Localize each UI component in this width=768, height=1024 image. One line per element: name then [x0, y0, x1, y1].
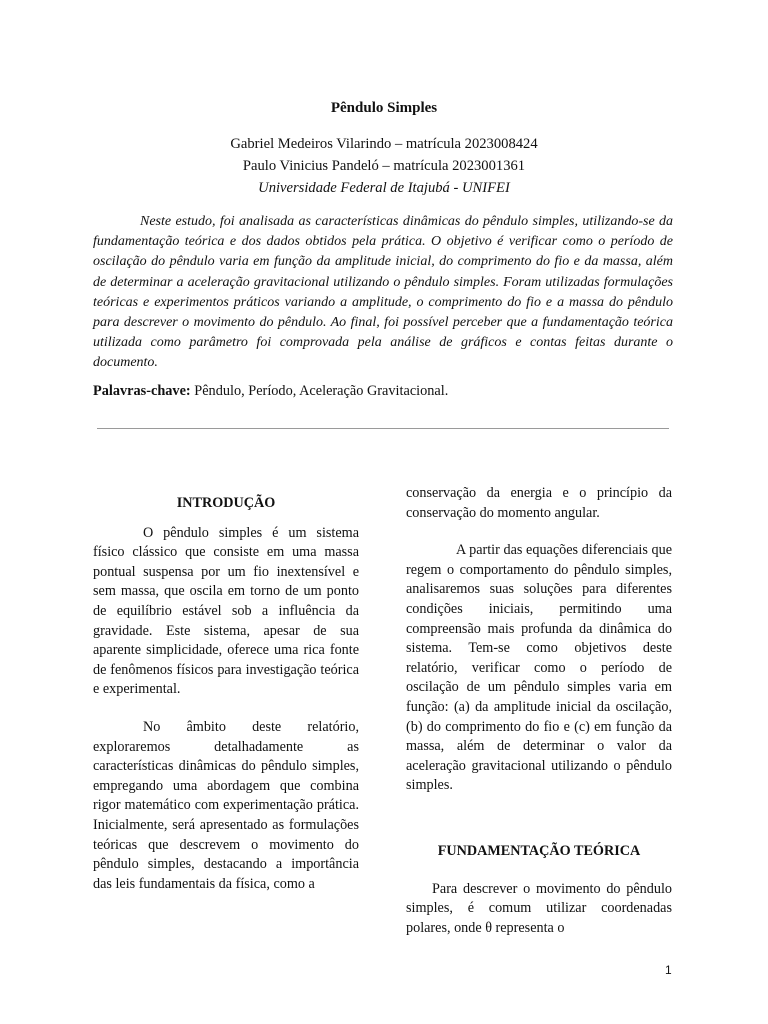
- affiliation: Universidade Federal de Itajubá - UNIFEI: [258, 180, 510, 196]
- page-number: 1: [665, 963, 672, 977]
- abstract-text: Neste estudo, foi analisada as características dinâmicas do pêndulo simples, utilizando-se da fundamentação teórica e dos dados obtidos pela prática. O objetivo é verificar como o período de oscilação do pêndulo varia em função da amplitude inicial, do comprimento do fio e da massa, além de determinar a aceleração gravitacional utilizando o pêndulo simples. Foram utilizadas formulações teóricas e experimentos práticos variando a amplitude, o comprimento do fio e a massa do pêndulo para descrever o movimento do pêndulo. Ao final, foi possível perceber que a fundamentação teórica utilizada como parâmetro foi comprovada pela análise de gráficos e contas feitas durante o documento.: [93, 214, 673, 371]
- left-column: [93, 484, 359, 894]
- author-2: Paulo Vinicius Pandeló – matrícula 2023001361: [242, 158, 526, 174]
- author-1: Gabriel Medeiros Vilarindo – matrícula 2023008424: [230, 136, 538, 152]
- intro-paragraph-2: No âmbito deste relatório, exploraremos detalhadamente as características dinâmicas do pêndulo simples, empregando uma abordagem que combina rigor matemático com experimentação prática. Inicialmente, será apresentado as formulações teóricas que descrevem o movimento do pêndulo simples, destacando a importância das leis fundamentais da física, como a: [93, 718, 359, 892]
- keywords-line: [93, 383, 673, 400]
- theory-paragraph-1: Para descrever o movimento do pêndulo simples, é comum utilizar coordenadas polares, onde θ representa o: [406, 880, 672, 936]
- intro-paragraph-3: A partir das equações diferenciais que regem o comportamento do pêndulo simples, analisaremos suas soluções para diferentes condições iniciais, permitindo uma compreensão mais profunda da dinâmica do sistema. Tem-se como objetivos deste relatório, verificar como o período de oscilação de um pêndulo simples varia em função: (a) da amplitude inicial da oscilação, (b) do comprimento do fio e (c) em função da massa, além de determinar o valor da aceleração gravitacional utilizando o pêndulo simples.: [406, 542, 672, 794]
- intro-paragraph-1: O pêndulo simples é um sistema físico clássico que consiste em uma massa pontual suspensa por um fio inextensível e sem massa, que oscila em torno de um ponto de equilíbrio estável sob a influência da gravidade. Este sistema, apesar de sua aparente simplicidade, oferece uma rica fonte de fenômenos físicos para investigação teórica e experimental.: [93, 524, 359, 698]
- paper-title: Pêndulo Simples: [330, 100, 438, 116]
- section-divider: [97, 428, 669, 429]
- keywords-label: Palavras-chave:: [93, 383, 191, 399]
- right-column: [406, 484, 672, 938]
- heading-fundamentacao-teorica: FUNDAMENTAÇÃO TEÓRICA: [437, 842, 641, 859]
- keywords-value: Pêndulo, Período, Aceleração Gravitacional.: [190, 383, 449, 399]
- intro-paragraph-2-continued: conservação da energia e o princípio da conservação do momento angular.: [406, 485, 672, 521]
- heading-introducao: INTRODUÇÃO: [176, 495, 276, 511]
